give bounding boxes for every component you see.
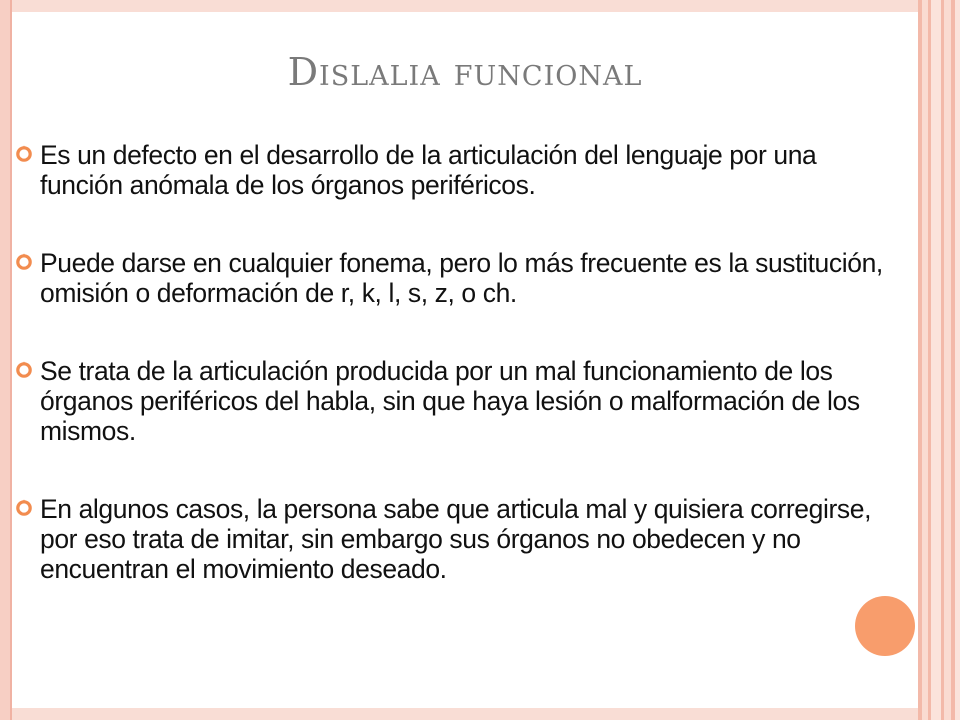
bullet-item xyxy=(14,140,894,200)
ring-bullet-icon xyxy=(14,252,34,272)
slide-title: Dislalia funcional xyxy=(287,50,643,94)
frame-bottom xyxy=(0,708,920,720)
orange-circle xyxy=(855,596,915,656)
decorative-stripes xyxy=(918,0,960,720)
frame-left xyxy=(0,0,10,720)
bullet-text: Se trata de la articulación producida por un mal funcionamiento de los órganos periféricos del habla, sin que haya lesión o malformación de los mismos. xyxy=(40,356,860,446)
ring-bullet-icon xyxy=(14,144,34,164)
ring-bullet-icon xyxy=(14,360,34,380)
bullet-list xyxy=(14,140,894,632)
bullet-text: Es un defecto en el desarrollo de la articulación del lenguaje por una función anómala de los órganos periféricos. xyxy=(40,140,817,200)
bullet-text: Puede darse en cualquier fonema, pero lo más frecuente es la sustitución, omisión o deformación de r, k, l, s, z, o ch. xyxy=(40,248,883,308)
frame-left-line xyxy=(10,0,12,720)
ring-bullet-icon xyxy=(14,498,34,518)
frame-top xyxy=(0,0,920,12)
bullet-item xyxy=(14,494,894,584)
bullet-text: En algunos casos, la persona sabe que articula mal y quisiera corregirse, por eso trata de imitar, sin embargo sus órganos no obedecen y no encuentran el movimiento deseado. xyxy=(40,494,872,584)
bullet-item xyxy=(14,356,894,446)
bullet-item xyxy=(14,248,894,308)
